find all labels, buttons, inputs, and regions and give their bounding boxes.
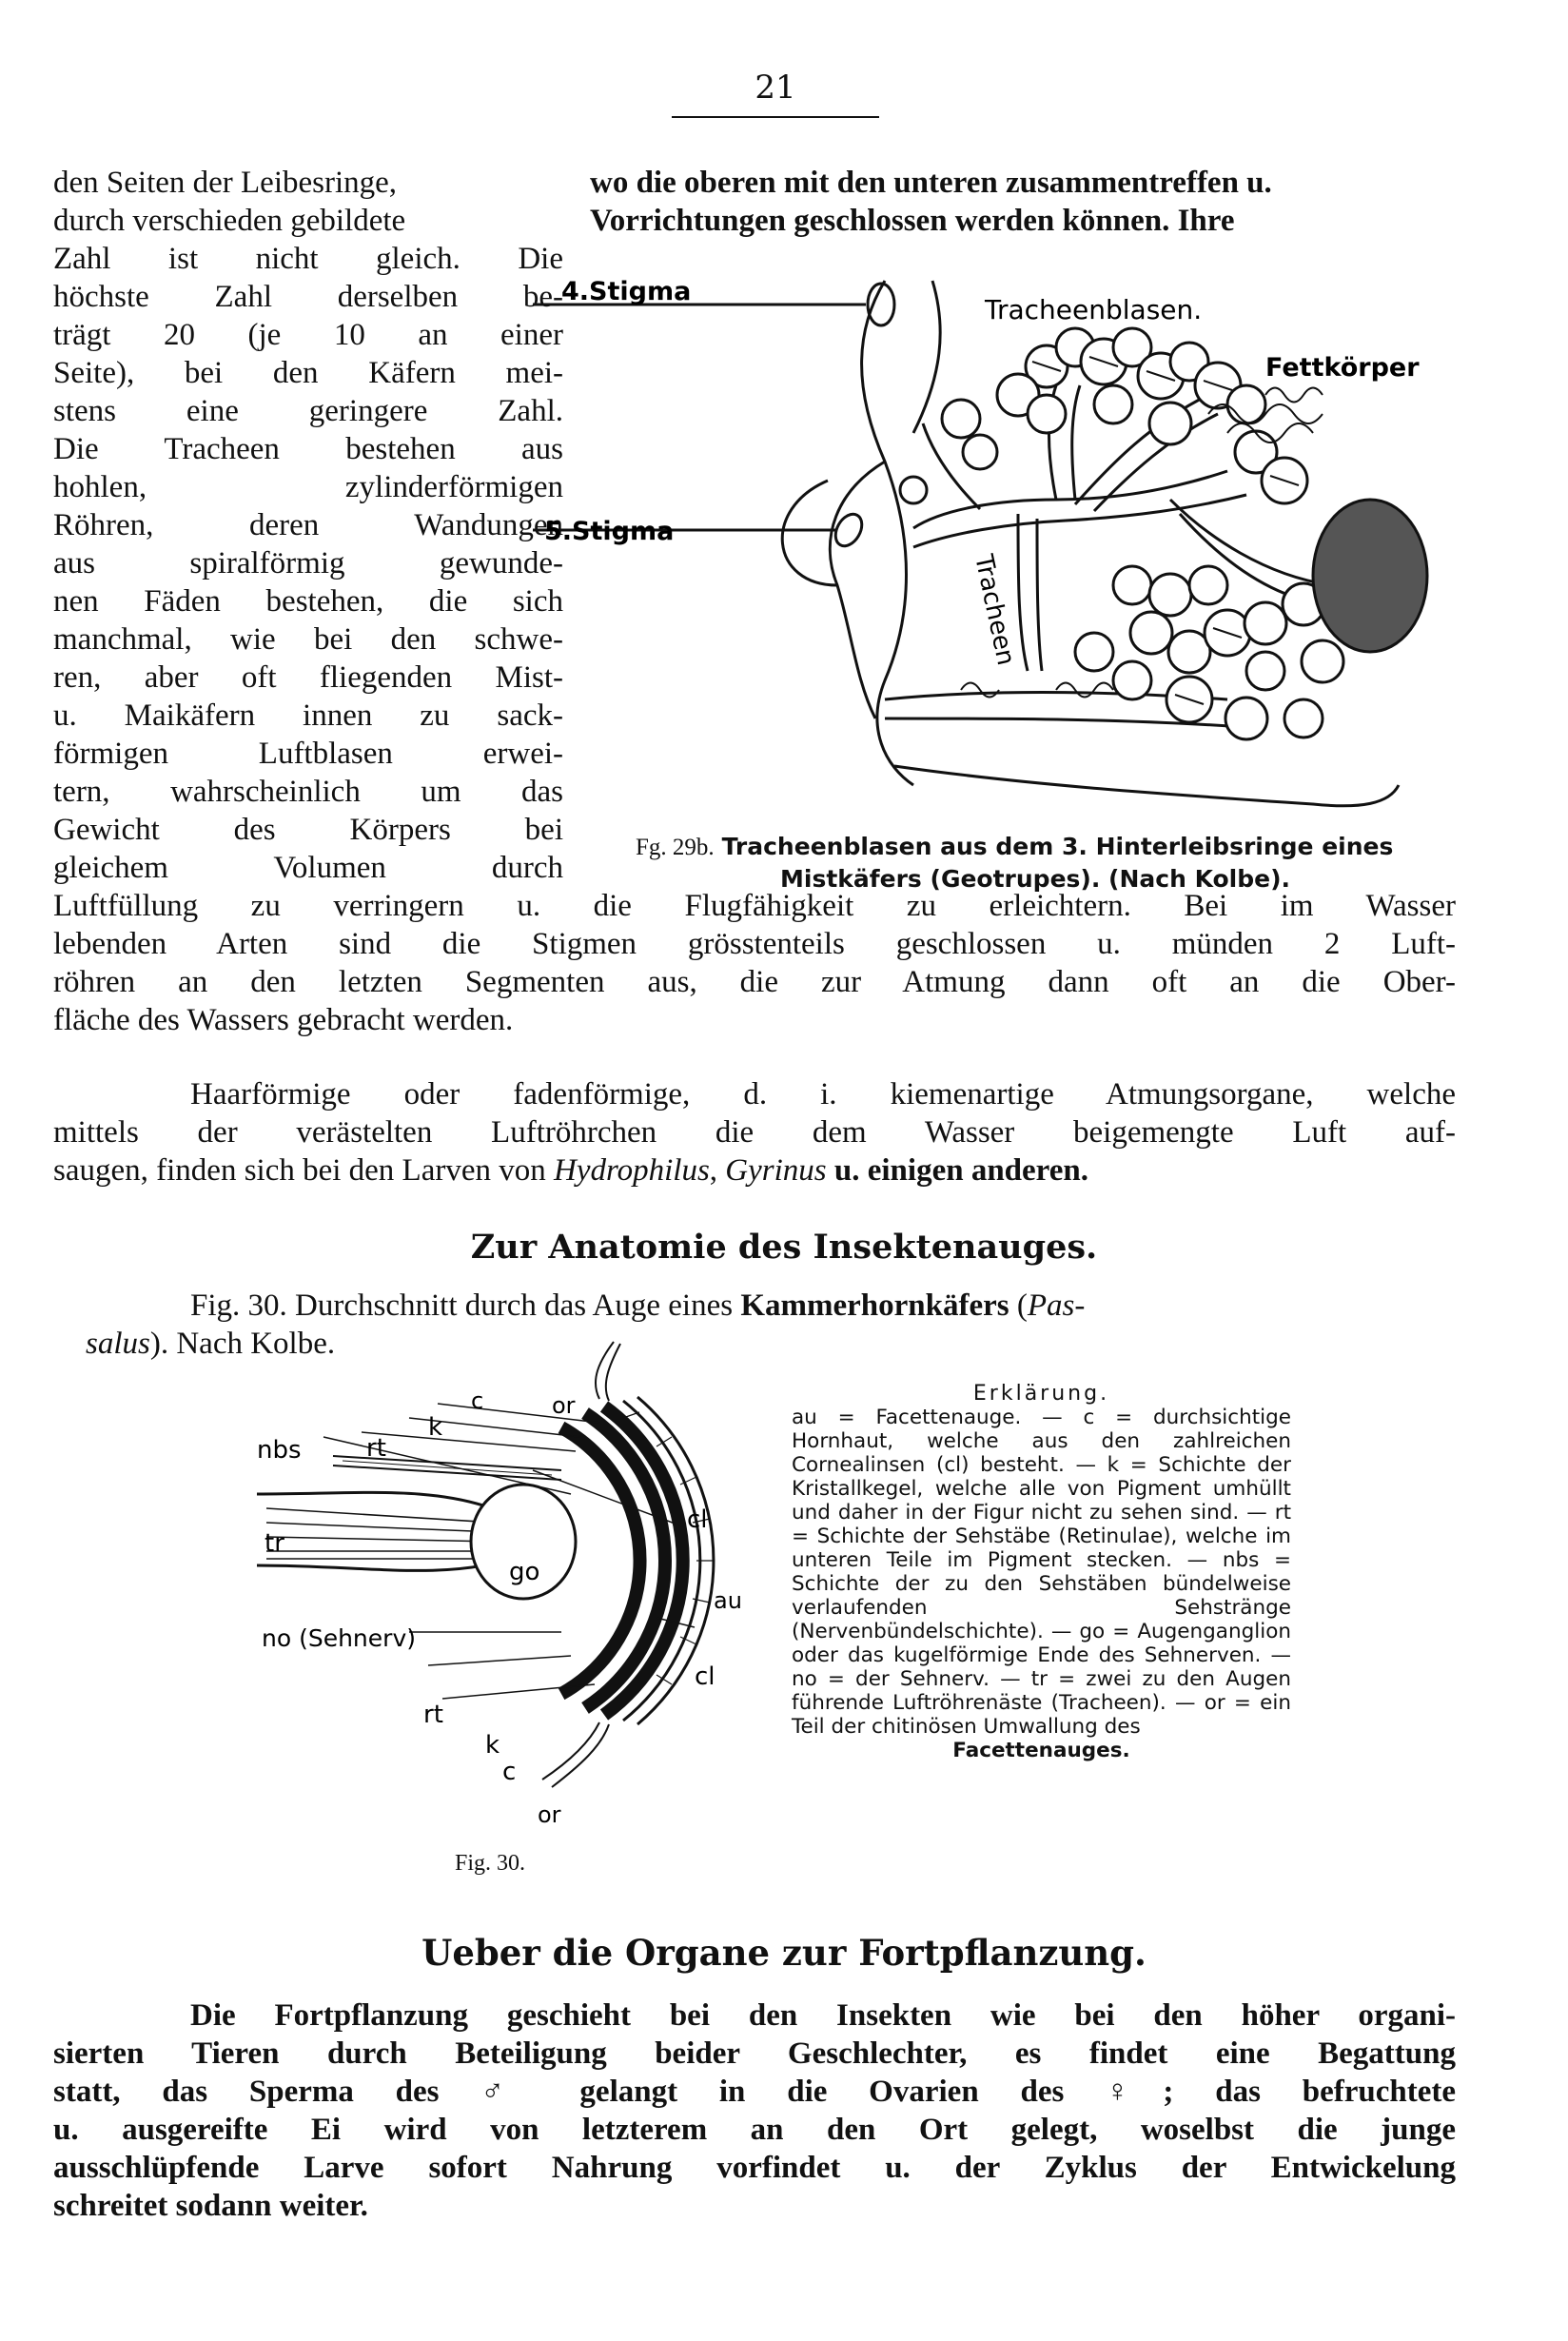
fig30-label-tr: tr — [265, 1529, 284, 1558]
label-4-stigma: 4.Stigma — [561, 277, 692, 306]
label-5-stigma: 5.Stigma — [544, 517, 675, 546]
left-column-line: stens eine geringere Zahl. — [53, 394, 563, 428]
figure-30-eye-section — [247, 1380, 780, 1875]
fig30-intro-line2: salus). Nach Kolbe. — [86, 1327, 336, 1361]
fortpflanzung-line: sierten Tieren durch Beteiligung beider Geschlechter, es findet eine Begattung — [53, 2036, 1456, 2071]
intro-line-2-right: Vorrichtungen geschlossen werden können. Ihre — [590, 204, 1235, 238]
fig30-label-or-top: or — [552, 1392, 576, 1419]
page-number-rule — [672, 116, 879, 118]
left-column-line: tern, wahrscheinlich um das — [53, 775, 563, 809]
fig30-label-au: au — [714, 1587, 742, 1614]
left-column-line: Zahl ist nicht gleich. Die — [53, 242, 563, 276]
label-fettkoerper: Fettkörper — [1265, 353, 1420, 383]
fig30-label-rt-bottom: rt — [423, 1701, 443, 1729]
left-column-line: höchste Zahl derselben be- — [53, 280, 563, 314]
page-number: 21 — [755, 69, 796, 107]
fig30-label-c-top: c — [471, 1387, 484, 1414]
fig30-label-nbs: nbs — [257, 1436, 302, 1465]
fig30-label-cl-top: cl — [687, 1505, 708, 1534]
fig30-label-k-top: k — [428, 1413, 443, 1442]
left-column-line: aus spiralförmig gewunde- — [53, 546, 563, 580]
left-column-line: Gewicht des Körpers bei — [53, 813, 563, 847]
fig30-label-rt-top: rt — [366, 1434, 386, 1463]
left-column-line: Seite), bei den Käfern mei- — [53, 356, 563, 390]
fig30-label-no: no (Sehnerv) — [262, 1624, 416, 1652]
paragraph2-line2: mittels der verästelten Luftröhrchen die dem Wasser beigemengte Luft auf- — [53, 1115, 1456, 1150]
left-column-line: Röhren, deren Wandungen — [53, 508, 563, 542]
erklaerung-title: Erklärung. — [972, 1382, 1110, 1406]
fig30-label-cl-bottom: cl — [695, 1662, 715, 1691]
paragraph2-line3: saugen, finden sich bei den Larven von Hydrophilus, Gyrinus u. einigen anderen. — [53, 1153, 1088, 1188]
fig30-label-c-bottom: c — [502, 1758, 517, 1786]
left-column-line: nen Fäden bestehen, die sich — [53, 584, 563, 619]
intro-line-1-left: den Seiten der Leibesringe, — [53, 166, 398, 200]
label-tracheen: Tracheen — [969, 552, 1021, 668]
erklaerung-last-line: Facettenauges. — [952, 1739, 1130, 1762]
fortpflanzung-line: ausschlüpfende Larve sofort Nahrung vorfindet u. der Zyklus der Entwickelung — [53, 2151, 1456, 2185]
heading-anatomie-insektenauge: Zur Anatomie des Insektenauges. — [470, 1228, 1098, 1267]
intro-line-1-right: wo die oberen mit den unteren zusammentreffen u. — [590, 166, 1272, 200]
fig30-intro-line1: Fig. 30. Durchschnitt durch das Auge eines Kammerhornkäfers (Pas- — [190, 1289, 1086, 1323]
paragraph1-line: Luftfüllung zu verringern u. die Flugfähigkeit zu erleichtern. Bei im Wasser — [53, 889, 1456, 923]
figure-29b-caption-line2: Mistkäfers (Geotrupes). (Nach Kolbe). — [780, 865, 1291, 893]
label-tracheenblasen: Tracheenblasen. — [985, 294, 1203, 325]
left-column-line: ren, aber oft fliegenden Mist- — [53, 660, 563, 695]
heading-fortpflanzung: Ueber die Organe zur Fortpflanzung. — [421, 1932, 1147, 1974]
left-column-line: trägt 20 (je 10 an einer — [53, 318, 563, 352]
fig30-label-or-bottom: or — [538, 1801, 561, 1828]
fig30-label-go: go — [509, 1558, 540, 1586]
left-column-line: Die Tracheen bestehen aus — [53, 432, 563, 466]
fortpflanzung-line: schreitet sodann weiter. — [53, 2189, 368, 2223]
paragraph2-line1: Haarförmige oder fadenförmige, d. i. kiemenartige Atmungsorgane, welche — [190, 1077, 1456, 1111]
fortpflanzung-line: Die Fortpflanzung geschieht bei den Insekten wie bei den höher organi- — [190, 1998, 1456, 2033]
fig30-label-k-bottom: k — [485, 1731, 500, 1760]
erklaerung-box — [792, 1382, 1291, 1762]
figure-29b-caption-line1: Fg. 29b. Tracheenblasen aus dem 3. Hinterleibsringe eines — [636, 833, 1394, 860]
left-column-line: manchmal, wie bei den schwe- — [53, 622, 563, 657]
left-column-line: u. Maikäfern innen zu sack- — [53, 698, 563, 733]
figure-29b-tracheal-bladders — [544, 271, 1446, 823]
erklaerung-body: au = Facettenauge. — c = durchsichtige Hornhaut, welche aus den zahlreichen Cornealinsen (cl) besteht. — k = Schichte der Kristallkegel, welche alle von Pigment umhüllt und daher in der Figur nicht zu sehen sind. — rt = Schichte der Sehstäbe (Retinulae), welche im unteren Teile im Pigment stecken. — nbs = Schichte der zu den Sehstäben bündelweise verlaufenden Sehstränge (Nervenbündelschichte). — go = Augenganglion oder das kugelförmige Ende des Sehnerven. — no = der Sehnerv. — tr = zwei zu den Augen führende Luftröhrenäste (Tracheen). — or = ein Teil der chitinösen Umwallung des — [792, 1406, 1291, 1739]
intro-line-2-left: durch verschieden gebildete — [53, 204, 406, 238]
left-column-line: gleichem Volumen durch — [53, 851, 563, 885]
paragraph1-line: fläche des Wassers gebracht werden. — [53, 1003, 514, 1037]
left-column-line: hohlen, zylinderförmigen — [53, 470, 563, 504]
paragraph1-line: lebenden Arten sind die Stigmen grösstenteils geschlossen u. münden 2 Luft- — [53, 927, 1456, 961]
figure-30-caption: Fig. 30. — [455, 1851, 526, 1876]
fortpflanzung-line: u. ausgereifte Ei wird von letzterem an den Ort gelegt, woselbst die junge — [53, 2113, 1456, 2147]
paragraph1-line: röhren an den letzten Segmenten aus, die zur Atmung dann oft an die Ober- — [53, 965, 1456, 999]
left-column-line: förmigen Luftblasen erwei- — [53, 737, 563, 771]
fortpflanzung-line: statt, das Sperma des ♂ gelangt in die Ovarien des ♀; das befruchtete — [53, 2075, 1456, 2109]
